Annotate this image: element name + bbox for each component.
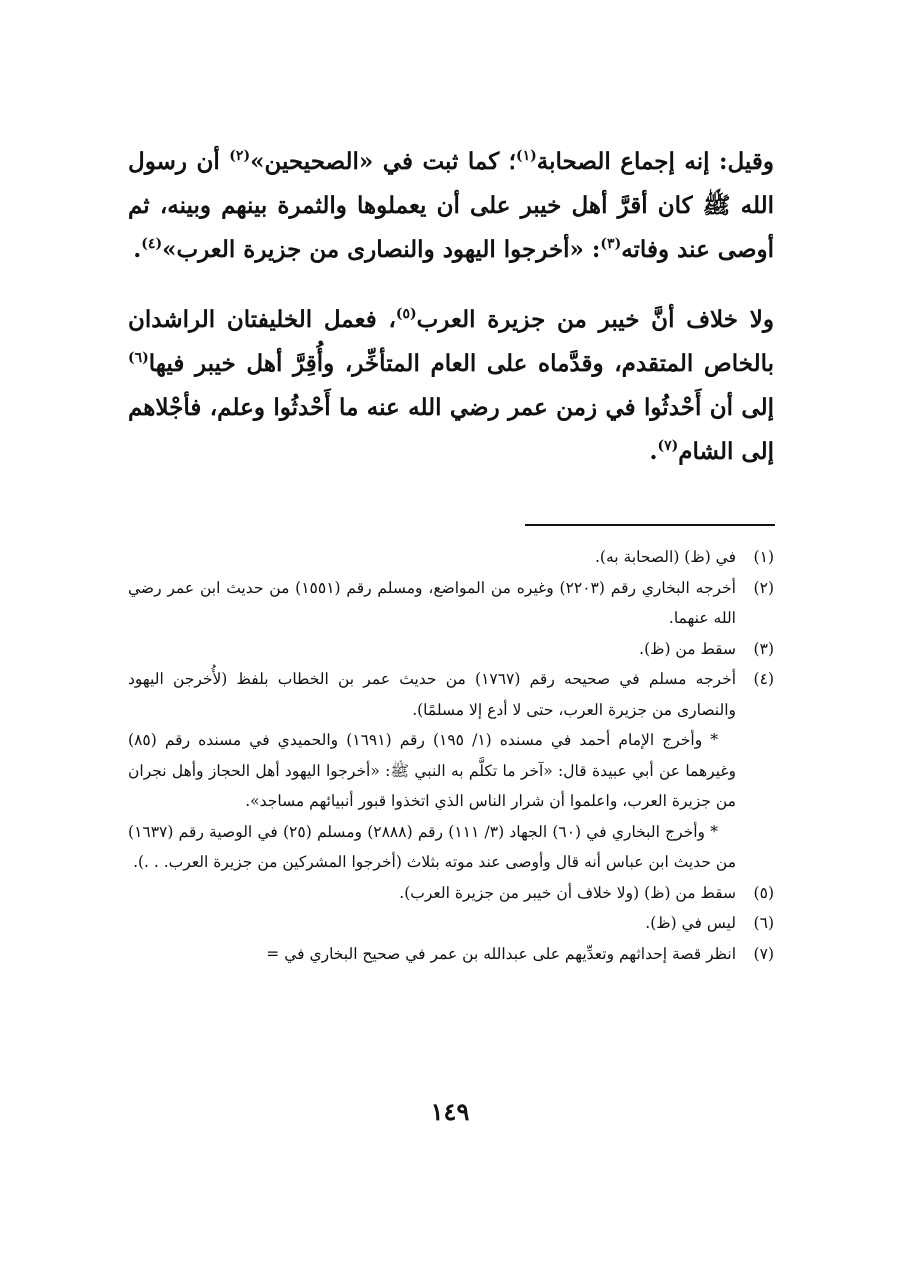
footnote-item bbox=[128, 908, 774, 939]
footnote-ref-6[interactable]: (٦) bbox=[128, 350, 149, 366]
text-run: . bbox=[649, 438, 658, 465]
footnote-text: انظر قصة إحداثهم وتعدِّيهم على عبدالله بن عمر في صحيح البخاري في = bbox=[266, 944, 736, 963]
footnote-text: سقط من (ظ). bbox=[639, 639, 736, 658]
footnote-number: (١) bbox=[753, 548, 774, 566]
text-run: وقيل: إنه إجماع الصحابة bbox=[536, 148, 774, 175]
footnote-text: ليس في (ظ). bbox=[645, 914, 736, 932]
footnote-continuation: * وأخرج الإمام أحمد في مسنده (١/ ١٩٥) رقم (١٦٩١) والحميدي في مسنده رقم (٨٥) وغيرهما عن أبي عبيدة قال: «آخر ما تكلَّم به النبي ﷺ: «أخرجوا اليهود أهل الحجاز وأهل نجران من جزيرة العرب، واعلموا أن شرار الناس الذي اتخذوا قبور أنبيائهم مساجد». bbox=[128, 731, 736, 810]
text-run: إلى أن أَحْدثُوا في زمن عمر رضي الله عنه ما أَحْدثُوا وعلم، فأجْلاهم إلى الشام bbox=[128, 394, 774, 465]
footnote-item bbox=[128, 664, 774, 878]
footnote-number: (٦) bbox=[753, 914, 774, 932]
footnote-item bbox=[128, 939, 774, 970]
footnote-body bbox=[128, 664, 736, 878]
footnote-item bbox=[128, 878, 774, 909]
footnote-continuation: * وأخرج البخاري في (٦٠) الجهاد (٣/ ١١١) رقم (٢٨٨٨) ومسلم (٢٥) في الوصية رقم (١٦٣٧) من حديث ابن عباس أنه قال وأوصى عند موته بثلاث (أخرجوا المشركين من جزيرة العرب. . .). bbox=[128, 822, 736, 871]
text-run: ، فعمل الخليفتان الراشدان بالخاص المتقدم، وقدَّماه على العام المتأخِّر، وأُقِرَّ أهل خيبر فيها bbox=[128, 306, 774, 377]
footnote-text: أخرجه البخاري رقم (٢٢٠٣) وغيره من المواضع، ومسلم رقم (١٥٥١) من حديث ابن عمر رضي الله عنهما. bbox=[128, 578, 736, 627]
main-text bbox=[128, 140, 774, 474]
text-run: أن رسول الله ﷺ كان أقرَّ أهل خيبر على أن يعملوها والثمرة بينهم وبينه، ثم أوصى عند وفاته bbox=[128, 148, 774, 263]
footnote-text: أخرجه مسلم في صحيحه رقم (١٧٦٧) من حديث عمر بن الخطاب بلفظ (لأُخرجن اليهود والنصارى من جزيرة العرب، حتى لا أدع إلا مسلمًا). bbox=[128, 670, 736, 719]
footnote-ref-1[interactable]: (١) bbox=[516, 148, 537, 164]
footnote-number: (٢) bbox=[753, 578, 774, 597]
text-run: : «أخرجوا اليهود والنصارى من جزيرة العرب» bbox=[162, 236, 601, 263]
footnote-item bbox=[128, 573, 774, 634]
page-number: ١٤٩ bbox=[430, 1097, 470, 1126]
footnote-item bbox=[128, 634, 774, 665]
footnote-item bbox=[128, 542, 774, 573]
footnote-number: (٣) bbox=[753, 639, 774, 658]
footnote-text: في (ظ) (الصحابة به). bbox=[594, 548, 736, 566]
footnote-ref-5[interactable]: (٥) bbox=[395, 306, 417, 322]
footnote-ref-7[interactable]: (٧) bbox=[657, 438, 679, 454]
paragraph-1 bbox=[128, 140, 774, 272]
paragraph-2 bbox=[128, 298, 774, 474]
text-run: ولا خلاف أنَّ خيبر من جزيرة العرب bbox=[416, 306, 774, 333]
footnote-number: (٤) bbox=[753, 670, 774, 688]
footnote-ref-2[interactable]: (٢) bbox=[229, 148, 251, 164]
footnote-text: سقط من (ظ) (ولا خلاف أن خيبر من جزيرة العرب). bbox=[399, 883, 736, 902]
text-run: . bbox=[133, 236, 142, 263]
footnote-separator bbox=[525, 524, 775, 526]
footnote-number: (٧) bbox=[753, 944, 774, 963]
footnote-ref-3[interactable]: (٣) bbox=[600, 236, 622, 252]
footnotes bbox=[128, 542, 774, 969]
footnote-number: (٥) bbox=[753, 883, 774, 902]
text-run: ؛ كما ثبت في «الصحيحين» bbox=[250, 148, 516, 175]
footnote-ref-4[interactable]: (٤) bbox=[141, 236, 163, 252]
